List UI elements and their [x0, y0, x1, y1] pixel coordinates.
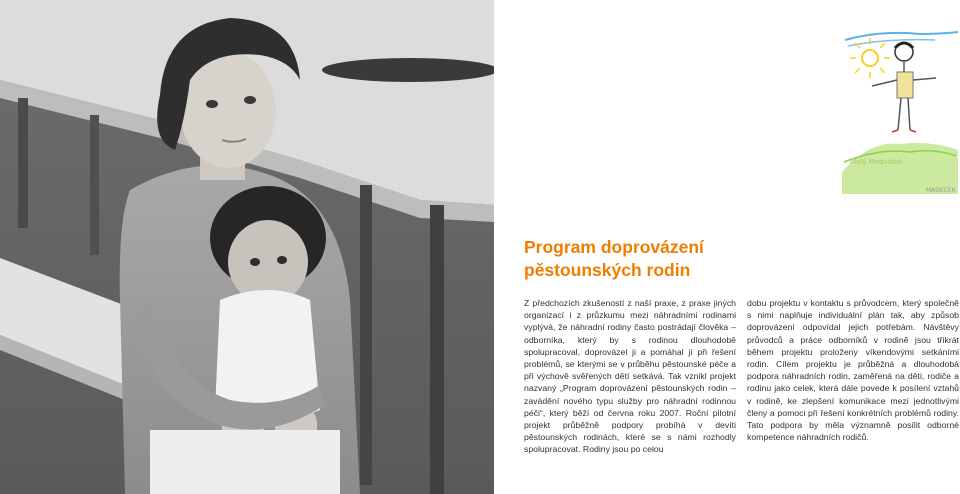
article-column-1 [524, 297, 736, 456]
child-drawing-icon [840, 22, 960, 198]
article-title-line-2: pěstounských rodin [524, 260, 691, 280]
article-column-2-text: dobu projektu v kontaktu s průvodcem, který společně s nimi naplňuje individuální plán tak, aby způsob doprovázení odpovídal jejich potřebám. Návštěvy průvodců a práce odborníků v rodině jsou třikrát během projektu proloženy víkendovými setkáními rodin. Cílem projektu je průběžná a dlouhodobá podpora náhradních rodin, zaměřená na děti, rodiče a rodinu jako celek, která dále povede k posílení vztahů v rodině, ke zlepšení komunikace mezi jednotlivými členy a pomoci při řešení konkrétních problémů rodiny. Tato podpora by měla významně posílit odborné kompetence náhradních rodičů. [747, 298, 959, 443]
article-column-2 [747, 297, 959, 443]
article-title [524, 236, 784, 282]
child-drawing [840, 22, 960, 198]
drawing-signature-1: Malý Medvídek [850, 158, 903, 166]
article-title-line-1: Program doprovázení [524, 237, 704, 257]
article-column-1-text: Z předchozích zkušeností z naší praxe, z praxe jiných organizací i z průzkumu mezi náhradními rodinami vyplývá, že náhradní rodiny často postrádají člověka – odborníka, který by s rodinou dlouhodobě spolupracoval, doprovázel ji a pomáhal jí při řešení problémů, se kterými se v průběhu pěstounské péče a při výchově svěřených dětí setkává. Tak vznikl projekt nazvaný „Program doprovázení pěstounských rodin – zavádění nového typu služby pro náhradní rodinnou péči“, který běží od června roku 2007. Roční pilotní projekt průběžně podpory probíhá v devíti pěstounských rodinách, které se s námi rozhodly spolupracovat. Rodiny jsou po celou [524, 298, 736, 455]
drawing-signature-2: MADECEK [926, 187, 956, 194]
